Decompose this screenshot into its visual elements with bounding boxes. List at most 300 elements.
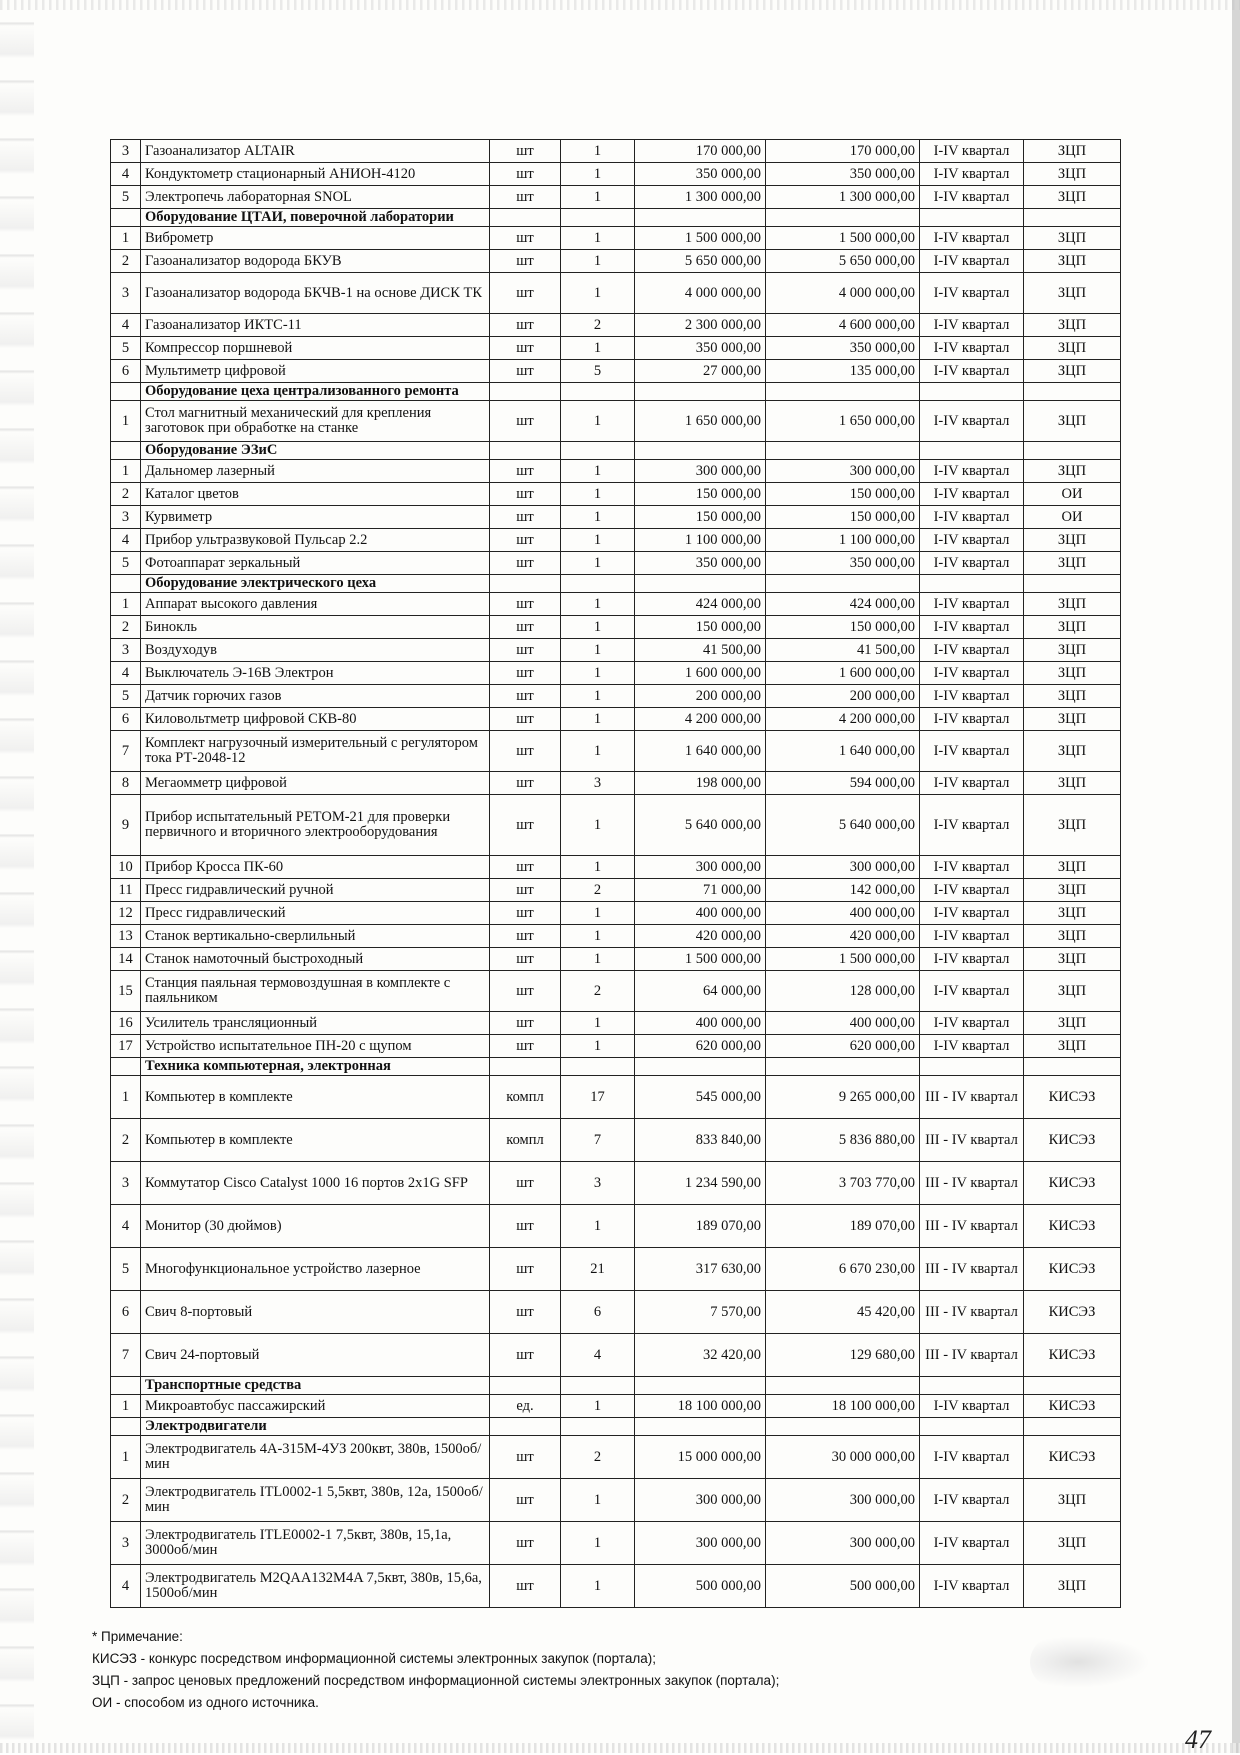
unit-cell: шт <box>490 1012 561 1035</box>
row-number-cell: 16 <box>111 1012 141 1035</box>
section-header-blank <box>920 1058 1024 1076</box>
table-row <box>111 529 1121 552</box>
total-sum-cell: 300 000,00 <box>766 1479 920 1522</box>
table-row <box>111 1119 1121 1162</box>
unit-price-cell: 32 420,00 <box>635 1334 766 1377</box>
procurement-method-cell: КИСЭЗ <box>1024 1334 1121 1377</box>
quantity-cell: 1 <box>561 1522 635 1565</box>
unit-price-cell: 1 500 000,00 <box>635 948 766 971</box>
table-row <box>111 186 1121 209</box>
total-sum-cell: 1 640 000,00 <box>766 731 920 772</box>
row-number-cell: 3 <box>111 273 141 314</box>
total-sum-cell: 5 640 000,00 <box>766 795 920 856</box>
quantity-cell: 1 <box>561 662 635 685</box>
unit-cell: шт <box>490 731 561 772</box>
procurement-method-cell: ЗЦП <box>1024 1565 1121 1608</box>
unit-cell: шт <box>490 337 561 360</box>
quantity-cell: 4 <box>561 1334 635 1377</box>
total-sum-cell: 3 703 770,00 <box>766 1162 920 1205</box>
table-row <box>111 772 1121 795</box>
row-number-cell: 4 <box>111 1565 141 1608</box>
table-row <box>111 639 1121 662</box>
unit-cell: шт <box>490 401 561 442</box>
quantity-cell: 1 <box>561 186 635 209</box>
table-row <box>111 856 1121 879</box>
period-cell: I-IV квартал <box>920 971 1024 1012</box>
section-header-blank <box>766 1377 920 1395</box>
quantity-cell: 1 <box>561 925 635 948</box>
unit-cell: шт <box>490 140 561 163</box>
period-cell: I-IV квартал <box>920 337 1024 360</box>
total-sum-cell: 1 500 000,00 <box>766 948 920 971</box>
unit-cell: шт <box>490 708 561 731</box>
row-number-cell: 9 <box>111 795 141 856</box>
table-row <box>111 250 1121 273</box>
quantity-cell: 1 <box>561 795 635 856</box>
section-header-blank <box>561 442 635 460</box>
quantity-cell: 1 <box>561 708 635 731</box>
unit-price-cell: 170 000,00 <box>635 140 766 163</box>
unit-cell: шт <box>490 163 561 186</box>
section-header-blank <box>635 575 766 593</box>
table-row <box>111 1205 1121 1248</box>
row-number-cell: 14 <box>111 948 141 971</box>
row-number-cell: 4 <box>111 662 141 685</box>
section-title: Оборудование цеха централизованного ремонта <box>141 383 490 401</box>
procurement-method-cell: ЗЦП <box>1024 227 1121 250</box>
procurement-method-cell: КИСЭЗ <box>1024 1119 1121 1162</box>
section-header-blank <box>920 1377 1024 1395</box>
unit-cell: шт <box>490 1334 561 1377</box>
section-title: Оборудование ЦТАИ, поверочной лаборатории <box>141 209 490 227</box>
quantity-cell: 1 <box>561 460 635 483</box>
period-cell: I-IV квартал <box>920 708 1024 731</box>
unit-price-cell: 1 650 000,00 <box>635 401 766 442</box>
period-cell: I-IV квартал <box>920 273 1024 314</box>
quantity-cell: 1 <box>561 685 635 708</box>
table-row <box>111 163 1121 186</box>
section-header-blank <box>766 383 920 401</box>
scan-edge-right <box>1232 0 1240 1753</box>
quantity-cell: 1 <box>561 616 635 639</box>
quantity-cell: 1 <box>561 552 635 575</box>
notes-block <box>92 1626 1092 1714</box>
procurement-method-cell: ОИ <box>1024 483 1121 506</box>
quantity-cell: 1 <box>561 163 635 186</box>
unit-price-cell: 198 000,00 <box>635 772 766 795</box>
procurement-method-cell: ЗЦП <box>1024 925 1121 948</box>
total-sum-cell: 300 000,00 <box>766 1522 920 1565</box>
item-name-cell: Аппарат высокого давления <box>141 593 490 616</box>
unit-price-cell: 41 500,00 <box>635 639 766 662</box>
section-header-row <box>111 383 1121 401</box>
period-cell: I-IV квартал <box>920 552 1024 575</box>
total-sum-cell: 300 000,00 <box>766 460 920 483</box>
unit-cell: шт <box>490 971 561 1012</box>
item-name-cell: Комплект нагрузочный измерительный с регулятором тока РТ-2048-12 <box>141 731 490 772</box>
quantity-cell: 1 <box>561 140 635 163</box>
procurement-method-cell: ЗЦП <box>1024 337 1121 360</box>
total-sum-cell: 150 000,00 <box>766 483 920 506</box>
unit-price-cell: 64 000,00 <box>635 971 766 1012</box>
item-name-cell: Датчик горючих газов <box>141 685 490 708</box>
section-header-blank <box>490 209 561 227</box>
table-row <box>111 662 1121 685</box>
unit-price-cell: 420 000,00 <box>635 925 766 948</box>
period-cell: III - IV квартал <box>920 1205 1024 1248</box>
unit-price-cell: 300 000,00 <box>635 1479 766 1522</box>
unit-price-cell: 150 000,00 <box>635 616 766 639</box>
period-cell: III - IV квартал <box>920 1334 1024 1377</box>
unit-cell: шт <box>490 593 561 616</box>
unit-cell: шт <box>490 1205 561 1248</box>
period-cell: I-IV квартал <box>920 1436 1024 1479</box>
section-header-blank <box>766 442 920 460</box>
procurement-method-cell: ЗЦП <box>1024 708 1121 731</box>
unit-cell: шт <box>490 925 561 948</box>
table-row <box>111 708 1121 731</box>
quantity-cell: 17 <box>561 1076 635 1119</box>
total-sum-cell: 5 836 880,00 <box>766 1119 920 1162</box>
unit-cell: шт <box>490 1035 561 1058</box>
period-cell: I-IV квартал <box>920 685 1024 708</box>
section-header-blank <box>635 209 766 227</box>
section-header-blank <box>635 1377 766 1395</box>
row-number-cell: 1 <box>111 593 141 616</box>
section-header-blank <box>766 209 920 227</box>
unit-cell: шт <box>490 902 561 925</box>
total-sum-cell: 9 265 000,00 <box>766 1076 920 1119</box>
procurement-method-cell: ЗЦП <box>1024 772 1121 795</box>
row-number-cell: 2 <box>111 1119 141 1162</box>
item-name-cell: Фотоаппарат зеркальный <box>141 552 490 575</box>
procurement-method-cell: КИСЭЗ <box>1024 1291 1121 1334</box>
quantity-cell: 3 <box>561 772 635 795</box>
table-row <box>111 1012 1121 1035</box>
item-name-cell: Газоанализатор ALTAIR <box>141 140 490 163</box>
section-header-blank <box>635 1418 766 1436</box>
section-header-blank <box>111 575 141 593</box>
quantity-cell: 1 <box>561 337 635 360</box>
table-row <box>111 902 1121 925</box>
row-number-cell: 6 <box>111 708 141 731</box>
table-row <box>111 925 1121 948</box>
row-number-cell: 5 <box>111 685 141 708</box>
section-header-blank <box>490 575 561 593</box>
table-row <box>111 1395 1121 1418</box>
quantity-cell: 1 <box>561 1035 635 1058</box>
row-number-cell: 15 <box>111 971 141 1012</box>
quantity-cell: 7 <box>561 1119 635 1162</box>
item-name-cell: Киловольтметр цифровой СКВ-80 <box>141 708 490 731</box>
row-number-cell: 1 <box>111 1395 141 1418</box>
row-number-cell: 1 <box>111 1076 141 1119</box>
section-header-blank <box>635 1058 766 1076</box>
quantity-cell: 1 <box>561 948 635 971</box>
table-row <box>111 460 1121 483</box>
quantity-cell: 1 <box>561 731 635 772</box>
item-name-cell: Кондуктометр стационарный АНИОН-4120 <box>141 163 490 186</box>
quantity-cell: 1 <box>561 639 635 662</box>
item-name-cell: Каталог цветов <box>141 483 490 506</box>
unit-price-cell: 1 600 000,00 <box>635 662 766 685</box>
procurement-method-cell: ЗЦП <box>1024 879 1121 902</box>
period-cell: I-IV квартал <box>920 1565 1024 1608</box>
item-name-cell: Компьютер в комплекте <box>141 1076 490 1119</box>
unit-cell: компл <box>490 1076 561 1119</box>
unit-price-cell: 1 500 000,00 <box>635 227 766 250</box>
unit-cell: шт <box>490 273 561 314</box>
unit-cell: шт <box>490 552 561 575</box>
total-sum-cell: 135 000,00 <box>766 360 920 383</box>
section-title: Оборудование ЭЗиС <box>141 442 490 460</box>
unit-price-cell: 300 000,00 <box>635 1522 766 1565</box>
total-sum-cell: 4 000 000,00 <box>766 273 920 314</box>
total-sum-cell: 128 000,00 <box>766 971 920 1012</box>
period-cell: III - IV квартал <box>920 1119 1024 1162</box>
row-number-cell: 5 <box>111 337 141 360</box>
period-cell: I-IV квартал <box>920 227 1024 250</box>
item-name-cell: Прибор испытательный РЕТОМ-21 для проверки первичного и вторичного электрооборудования <box>141 795 490 856</box>
period-cell: I-IV квартал <box>920 506 1024 529</box>
total-sum-cell: 420 000,00 <box>766 925 920 948</box>
unit-price-cell: 1 300 000,00 <box>635 186 766 209</box>
section-header-blank <box>766 1418 920 1436</box>
unit-cell: шт <box>490 360 561 383</box>
total-sum-cell: 1 600 000,00 <box>766 662 920 685</box>
unit-cell: шт <box>490 1436 561 1479</box>
table-row <box>111 879 1121 902</box>
quantity-cell: 1 <box>561 483 635 506</box>
section-header-blank <box>561 1058 635 1076</box>
period-cell: I-IV квартал <box>920 795 1024 856</box>
unit-price-cell: 150 000,00 <box>635 483 766 506</box>
section-header-blank <box>920 1418 1024 1436</box>
item-name-cell: Коммутатор Cisco Catalyst 1000 16 портов 2x1G SFP <box>141 1162 490 1205</box>
table-row <box>111 1291 1121 1334</box>
section-header-blank <box>1024 575 1121 593</box>
unit-cell: шт <box>490 795 561 856</box>
section-header-blank <box>490 383 561 401</box>
total-sum-cell: 45 420,00 <box>766 1291 920 1334</box>
item-name-cell: Электродвигатель M2QAA132M4A 7,5квт, 380в, 15,6а, 1500об/мин <box>141 1565 490 1608</box>
quantity-cell: 2 <box>561 314 635 337</box>
section-header-blank <box>111 442 141 460</box>
item-name-cell: Свич 24-портовый <box>141 1334 490 1377</box>
table-row <box>111 227 1121 250</box>
unit-cell: шт <box>490 856 561 879</box>
section-header-blank <box>920 442 1024 460</box>
unit-price-cell: 1 640 000,00 <box>635 731 766 772</box>
procurement-method-cell: ЗЦП <box>1024 731 1121 772</box>
unit-cell: шт <box>490 186 561 209</box>
row-number-cell: 3 <box>111 506 141 529</box>
section-header-row <box>111 1418 1121 1436</box>
period-cell: I-IV квартал <box>920 401 1024 442</box>
quantity-cell: 6 <box>561 1291 635 1334</box>
procurement-table <box>110 139 1121 1608</box>
total-sum-cell: 500 000,00 <box>766 1565 920 1608</box>
table-row <box>111 1479 1121 1522</box>
quantity-cell: 1 <box>561 401 635 442</box>
period-cell: I-IV квартал <box>920 140 1024 163</box>
section-header-blank <box>561 1418 635 1436</box>
section-header-blank <box>111 209 141 227</box>
row-number-cell: 4 <box>111 529 141 552</box>
item-name-cell: Многофункциональное устройство лазерное <box>141 1248 490 1291</box>
row-number-cell: 3 <box>111 140 141 163</box>
unit-cell: шт <box>490 483 561 506</box>
procurement-method-cell: ЗЦП <box>1024 1522 1121 1565</box>
item-name-cell: Прибор Кросса ПК-60 <box>141 856 490 879</box>
unit-cell: шт <box>490 314 561 337</box>
section-header-blank <box>766 1058 920 1076</box>
period-cell: III - IV квартал <box>920 1291 1024 1334</box>
row-number-cell: 2 <box>111 483 141 506</box>
item-name-cell: Компьютер в комплекте <box>141 1119 490 1162</box>
item-name-cell: Газоанализатор ИКТС-11 <box>141 314 490 337</box>
table-row <box>111 1334 1121 1377</box>
unit-price-cell: 400 000,00 <box>635 1012 766 1035</box>
row-number-cell: 12 <box>111 902 141 925</box>
unit-price-cell: 500 000,00 <box>635 1565 766 1608</box>
unit-price-cell: 200 000,00 <box>635 685 766 708</box>
period-cell: I-IV квартал <box>920 250 1024 273</box>
unit-cell: шт <box>490 250 561 273</box>
procurement-method-cell: ЗЦП <box>1024 662 1121 685</box>
item-name-cell: Прибор ультразвуковой Пульсар 2.2 <box>141 529 490 552</box>
period-cell: I-IV квартал <box>920 1522 1024 1565</box>
row-number-cell: 5 <box>111 186 141 209</box>
unit-cell: шт <box>490 460 561 483</box>
item-name-cell: Курвиметр <box>141 506 490 529</box>
unit-price-cell: 189 070,00 <box>635 1205 766 1248</box>
unit-price-cell: 27 000,00 <box>635 360 766 383</box>
section-header-blank <box>1024 383 1121 401</box>
item-name-cell: Электродвигатель ITL0002-1 5,5квт, 380в, 12а, 1500об/мин <box>141 1479 490 1522</box>
procurement-table-body <box>111 140 1121 1608</box>
table-row <box>111 1162 1121 1205</box>
row-number-cell: 4 <box>111 1205 141 1248</box>
unit-price-cell: 400 000,00 <box>635 902 766 925</box>
row-number-cell: 1 <box>111 460 141 483</box>
item-name-cell: Станок вертикально-сверлильный <box>141 925 490 948</box>
period-cell: I-IV квартал <box>920 1479 1024 1522</box>
unit-cell: шт <box>490 879 561 902</box>
procurement-method-cell: КИСЭЗ <box>1024 1248 1121 1291</box>
section-title: Техника компьютерная, электронная <box>141 1058 490 1076</box>
period-cell: I-IV квартал <box>920 529 1024 552</box>
unit-price-cell: 7 570,00 <box>635 1291 766 1334</box>
procurement-method-cell: ЗЦП <box>1024 902 1121 925</box>
total-sum-cell: 300 000,00 <box>766 856 920 879</box>
item-name-cell: Микроавтобус пассажирский <box>141 1395 490 1418</box>
unit-cell: шт <box>490 948 561 971</box>
total-sum-cell: 350 000,00 <box>766 163 920 186</box>
quantity-cell: 1 <box>561 593 635 616</box>
procurement-method-cell: ЗЦП <box>1024 552 1121 575</box>
procurement-method-cell: ЗЦП <box>1024 795 1121 856</box>
section-header-blank <box>561 1377 635 1395</box>
table-row <box>111 360 1121 383</box>
row-number-cell: 2 <box>111 250 141 273</box>
section-header-blank <box>111 1058 141 1076</box>
procurement-method-cell: ЗЦП <box>1024 250 1121 273</box>
section-header-row <box>111 575 1121 593</box>
item-name-cell: Устройство испытательное ПН-20 с щупом <box>141 1035 490 1058</box>
item-name-cell: Станок намоточный быстроходный <box>141 948 490 971</box>
period-cell: I-IV квартал <box>920 856 1024 879</box>
unit-price-cell: 4 000 000,00 <box>635 273 766 314</box>
unit-cell: шт <box>490 616 561 639</box>
item-name-cell: Бинокль <box>141 616 490 639</box>
item-name-cell: Станция паяльная термовоздушная в комплекте с паяльником <box>141 971 490 1012</box>
item-name-cell: Газоанализатор водорода БКЧВ-1 на основе ДИСК ТК <box>141 273 490 314</box>
section-header-blank <box>1024 442 1121 460</box>
item-name-cell: Пресс гидравлический ручной <box>141 879 490 902</box>
period-cell: I-IV квартал <box>920 360 1024 383</box>
quantity-cell: 1 <box>561 250 635 273</box>
unit-cell: шт <box>490 227 561 250</box>
total-sum-cell: 620 000,00 <box>766 1035 920 1058</box>
section-header-blank <box>111 1418 141 1436</box>
table-row <box>111 1076 1121 1119</box>
section-header-blank <box>635 442 766 460</box>
unit-price-cell: 350 000,00 <box>635 337 766 360</box>
row-number-cell: 3 <box>111 639 141 662</box>
section-title: Оборудование электрического цеха <box>141 575 490 593</box>
period-cell: I-IV квартал <box>920 1035 1024 1058</box>
section-header-row <box>111 1058 1121 1076</box>
procurement-method-cell: ЗЦП <box>1024 529 1121 552</box>
note-oi: ОИ - способом из одного источника. <box>92 1695 319 1710</box>
section-header-blank <box>490 1418 561 1436</box>
scan-edge-bottom <box>0 1743 1240 1753</box>
quantity-cell: 1 <box>561 902 635 925</box>
table-row <box>111 140 1121 163</box>
procurement-method-cell: ЗЦП <box>1024 163 1121 186</box>
faded-stamp <box>1030 1636 1150 1688</box>
item-name-cell: Усилитель трансляционный <box>141 1012 490 1035</box>
quantity-cell: 2 <box>561 971 635 1012</box>
table-row <box>111 401 1121 442</box>
procurement-method-cell: КИСЭЗ <box>1024 1162 1121 1205</box>
note-kisez: КИСЭЗ - конкурс посредством информационной системы электронных закупок (портала); <box>92 1651 656 1666</box>
total-sum-cell: 18 100 000,00 <box>766 1395 920 1418</box>
period-cell: I-IV квартал <box>920 483 1024 506</box>
row-number-cell: 5 <box>111 552 141 575</box>
unit-price-cell: 350 000,00 <box>635 552 766 575</box>
period-cell: I-IV квартал <box>920 731 1024 772</box>
unit-price-cell: 71 000,00 <box>635 879 766 902</box>
unit-price-cell: 4 200 000,00 <box>635 708 766 731</box>
note-zcp: ЗЦП - запрос ценовых предложений посредством информационной системы электронных закупок (портала); <box>92 1673 780 1688</box>
table-row <box>111 483 1121 506</box>
unit-cell: шт <box>490 1522 561 1565</box>
period-cell: I-IV квартал <box>920 1395 1024 1418</box>
quantity-cell: 2 <box>561 879 635 902</box>
period-cell: I-IV квартал <box>920 314 1024 337</box>
procurement-method-cell: ЗЦП <box>1024 140 1121 163</box>
unit-price-cell: 5 640 000,00 <box>635 795 766 856</box>
procurement-method-cell: ЗЦП <box>1024 593 1121 616</box>
row-number-cell: 1 <box>111 401 141 442</box>
table-row <box>111 616 1121 639</box>
period-cell: I-IV квартал <box>920 772 1024 795</box>
total-sum-cell: 30 000 000,00 <box>766 1436 920 1479</box>
quantity-cell: 3 <box>561 1162 635 1205</box>
procurement-method-cell: ЗЦП <box>1024 1479 1121 1522</box>
